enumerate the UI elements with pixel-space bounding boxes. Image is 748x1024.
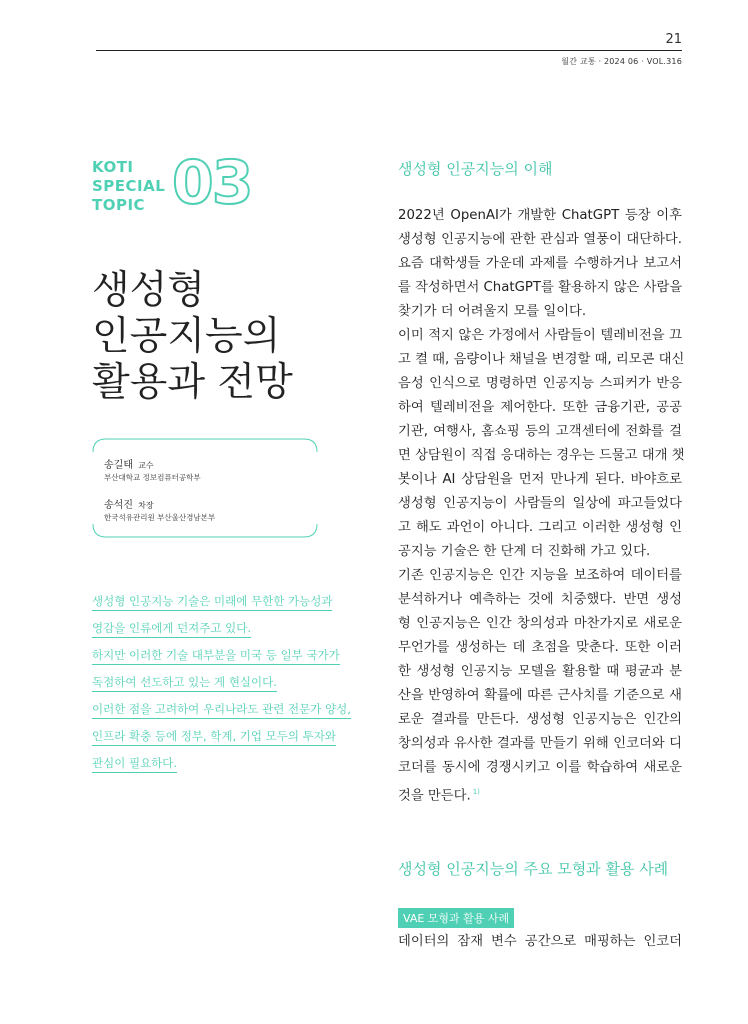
author-role: 차장 (138, 501, 154, 510)
author-box (92, 438, 318, 538)
author-name (104, 496, 154, 511)
author-name-text: 송길태 (104, 460, 133, 471)
body-line: 한 생성형 인공지능 모델을 활용할 때 평균과 분 (398, 664, 682, 679)
author-role: 교수 (138, 461, 154, 470)
section-number: 03 (172, 148, 252, 218)
summary-line: 생성형 인공지능 기술은 미래에 무한한 가능성과 (92, 593, 332, 611)
section-heading: 생성형 인공지능의 주요 모형과 활용 사례 (398, 860, 669, 878)
body-line: 데이터의 잠재 변수 공간으로 매핑하는 인코더 (398, 934, 682, 949)
body-line: 를 작성하면서 ChatGPT를 활용하지 않은 사람을 (398, 280, 683, 295)
body-line: 고 켤 때, 음량이나 채널을 변경할 때, 리모콘 대신 (398, 352, 685, 367)
body-line: 이미 적지 않은 가정에서 사람들이 텔레비전을 끄 (398, 328, 682, 343)
body-line: 코더를 동시에 경쟁시키고 이를 학습하여 새로운 (398, 760, 682, 775)
header-rule (96, 50, 682, 51)
author-affiliation: 한국석유관리원 부산울산경남본부 (104, 513, 216, 522)
body-line: 분석하거나 예측하는 것에 치중했다. 반면 생성 (398, 592, 682, 607)
summary (92, 590, 372, 779)
running-title: 월간 교통 · 2024 06 · VOL.316 (561, 57, 682, 66)
body-text (398, 204, 685, 808)
summary-line: 관심이 필요하다. (92, 755, 177, 773)
summary-line: 인프라 확충 등에 정부, 학계, 기업 모두의 투자와 (92, 728, 336, 746)
summary-line: 이러한 점을 고려하여 우리나라도 관련 전문가 양성, (92, 701, 351, 719)
body-line: 봇이나 AI 상담원을 먼저 만나게 된다. 바야흐로 (398, 472, 682, 487)
body-line: 형 인공지능은 인간 창의성과 마찬가지로 새로운 (398, 616, 682, 631)
summary-line: 독점하여 선도하고 있는 게 현실이다. (92, 674, 277, 692)
body-line: 공지능 기술은 한 단계 더 진화해 가고 있다. (398, 544, 651, 559)
author-box-frame (92, 438, 318, 538)
body-line: 면 상담원이 직접 응대하는 경우는 드물고 대개 챗 (398, 448, 685, 463)
body-line: 로운 결과를 만든다. 생성형 인공지능은 인간의 (398, 712, 682, 727)
author-affiliation: 부산대학교 정보컴퓨터공학부 (104, 473, 201, 482)
body-line: 기관, 여행사, 홈쇼핑 등의 고객센터에 전화를 걸 (398, 424, 682, 439)
section-label (92, 158, 165, 215)
body-line: 생성형 인공지능이 사람들의 일상에 파고들었다 (398, 496, 682, 511)
author-name (104, 456, 154, 471)
body-line: 생성형 인공지능에 관한 관심과 열풍이 대단하다. (398, 232, 682, 247)
body-line (398, 780, 682, 808)
body-line: 찾기가 더 어려울지 모를 일이다. (398, 304, 587, 319)
body-line: 음성 인식으로 명령하면 인공지능 스피커가 반응 (398, 376, 682, 391)
body-line: 요즘 대학생들 가운데 과제를 수행하거나 보고서 (398, 256, 682, 271)
footnote-mark[interactable]: 1) (472, 788, 480, 796)
body-line: 산을 반영하여 확률에 따른 근사치를 기준으로 새 (398, 688, 682, 703)
author-name-text: 송석진 (104, 500, 133, 511)
body-line: 고 해도 과언이 아니다. 그리고 이러한 생성형 인 (398, 520, 682, 535)
title-line: 생성형 (92, 268, 206, 313)
section-heading: 생성형 인공지능의 이해 (398, 160, 553, 178)
body-line: 하여 텔레비전을 제어한다. 또한 금융기관, 공공 (398, 400, 682, 415)
summary-line: 하지만 이러한 기술 대부분을 미국 등 일부 국가가 (92, 647, 340, 665)
section-label-line: SPECIAL (92, 177, 166, 195)
page-number: 21 (665, 32, 682, 47)
body-line: 기존 인공지능은 인간 지능을 보조하여 데이터를 (398, 568, 682, 583)
body-text (398, 930, 682, 954)
title-line: 인공지능의 (92, 314, 281, 359)
title-line: 활용과 전망 (92, 360, 293, 405)
article-title (92, 268, 293, 406)
summary-line: 영감을 인류에게 던져주고 있다. (92, 620, 251, 638)
body-line-text: 것을 만든다. (398, 788, 471, 804)
body-line: 2022년 OpenAI가 개발한 ChatGPT 등장 이후 (398, 208, 682, 223)
body-line: 무언가를 생성하는 데 초점을 맞춘다. 또한 이러 (398, 640, 682, 655)
body-line: 창의성과 유사한 결과를 만들기 위해 인코더와 디 (398, 736, 682, 751)
section-label-line: TOPIC (92, 196, 146, 214)
subsection-tag: VAE 모형과 활용 사례 (398, 908, 514, 928)
section-label-line: KOTI (92, 158, 134, 176)
